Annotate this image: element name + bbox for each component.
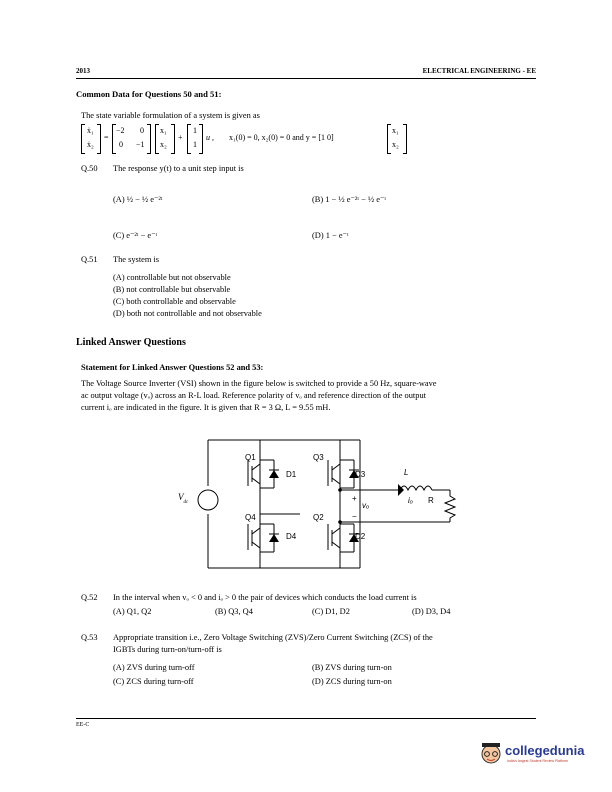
q53-text-2: IGBTs during turn-on/turn-off is [113, 645, 222, 654]
q52-option-d[interactable]: (D) D3, D4 [412, 607, 451, 616]
q50-option-c[interactable]: (C) e⁻²ᵗ − e⁻ᵗ [113, 231, 158, 240]
q53-option-b[interactable]: (B) ZVS during turn-on [312, 663, 392, 672]
header-year: 2013 [76, 67, 90, 75]
q50-option-d[interactable]: (D) 1 − e⁻ᵗ [312, 231, 349, 240]
linked-title: Linked Answer Questions [76, 337, 186, 348]
label-q1: Q1 [245, 453, 256, 462]
label-plus: + [352, 494, 357, 503]
q53-option-d[interactable]: (D) ZCS during turn-on [312, 677, 392, 686]
q53-option-a[interactable]: (A) ZVS during turn-off [113, 663, 195, 672]
collegedunia-logo-icon [476, 738, 506, 768]
common-data-title: Common Data for Questions 50 and 51: [76, 89, 222, 99]
footer-code: EE-C [76, 722, 90, 728]
q51-option-c[interactable]: (C) both controllable and observable [113, 297, 236, 306]
common-intro: The state variable formulation of a system is given as [81, 111, 260, 120]
linked-line-2: ac output voltage (vₒ) across an R-L load. Reference polarity of vₒ and reference direction of the output [81, 391, 426, 400]
brand-tagline: India's largest Student Review Platform [507, 759, 568, 763]
q51-text: The system is [113, 255, 160, 264]
linked-line-1: The Voltage Source Inverter (VSI) shown in the figure below is switched to provide a 50 Hz, square-wave [81, 379, 437, 388]
label-minus: − [352, 512, 357, 521]
label-d4: D4 [286, 532, 297, 541]
q53-number: Q.53 [81, 633, 98, 642]
q50-option-b[interactable]: (B) 1 − ½ e⁻²ᵗ − ½ e⁻ᵗ [312, 195, 387, 204]
header-subject: ELECTRICAL ENGINEERING - EE [422, 67, 536, 75]
q52-text: In the interval when vₒ < 0 and iₒ > 0 the pair of devices which conducts the load current is [113, 593, 417, 602]
q52-option-c[interactable]: (C) D1, D2 [312, 607, 350, 616]
label-d3: D3 [355, 470, 366, 479]
q51-option-b[interactable]: (B) not controllable but observable [113, 285, 231, 294]
label-d1: D1 [286, 470, 297, 479]
q50-text: The response y(t) to a unit step input is [113, 164, 244, 173]
linked-statement-title: Statement for Linked Answer Questions 52 and 53: [81, 363, 264, 372]
q51-option-d[interactable]: (D) both not controllable and not observable [113, 309, 262, 318]
label-d2: D2 [355, 532, 366, 541]
q51-number: Q.51 [81, 255, 98, 264]
q53-option-c[interactable]: (C) ZCS during turn-off [113, 677, 194, 686]
state-equation: ẋ₁ ẋ₂ = −2 0 0 −1 x₁ x₂ + 1 1 u , x₁(0) = 0, x₂(0) = 0 and y = [1 0] x₁ x₂ [81, 124, 461, 156]
label-q3: Q3 [313, 453, 324, 462]
footer-rule [76, 718, 536, 719]
q50-number: Q.50 [81, 164, 98, 173]
q52-option-a[interactable]: (A) Q1, Q2 [113, 607, 152, 616]
q53-text-1: Appropriate transition i.e., Zero Voltage Switching (ZVS)/Zero Current Switching (ZCS) of the [113, 633, 433, 642]
brand-name: collegedunia [505, 743, 585, 758]
linked-line-3: current iₒ are indicated in the figure. It is given that R = 3 Ω, L = 9.55 mH. [81, 403, 331, 412]
label-resistor: R [428, 496, 434, 505]
label-io: iₒ [408, 496, 413, 505]
label-q4: Q4 [245, 513, 256, 522]
label-vdc: $V_{dc}$ [178, 492, 189, 505]
q50-option-a[interactable]: (A) ½ − ½ e⁻²ᵗ [113, 195, 163, 204]
q52-number: Q.52 [81, 593, 98, 602]
label-q2: Q2 [313, 513, 324, 522]
q51-option-a[interactable]: (A) controllable but not observable [113, 273, 231, 282]
q52-option-b[interactable]: (B) Q3, Q4 [215, 607, 253, 616]
header-rule [76, 78, 536, 79]
label-inductor: L [404, 468, 409, 477]
label-vo: vₒ [362, 501, 370, 510]
